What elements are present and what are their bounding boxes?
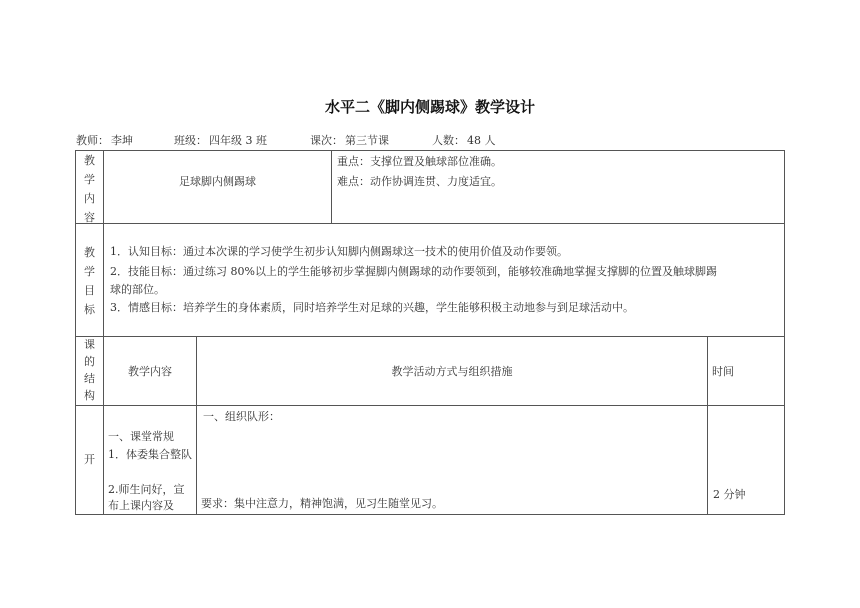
label-char: 教: [84, 246, 95, 259]
section-label-goals: [76, 243, 103, 319]
lesson-value: 第三节课: [345, 134, 389, 147]
lesson-label: 课次：: [310, 134, 343, 147]
teacher-info: [76, 132, 133, 148]
difficulty: 难点：动作协调连贯、力度适宜。: [337, 175, 502, 188]
header-activity: 教学活动方式与组织措施: [391, 365, 513, 378]
teacher-value: 李坤: [111, 134, 133, 147]
class-info: [174, 132, 267, 148]
requirement: 要求：集中注意力，精神饱满，见习生随堂见习。: [201, 497, 443, 510]
class-value: 四年级 3 班: [209, 134, 267, 147]
label-char: 结: [84, 372, 95, 385]
page-title: 水平二《脚内侧踢球》教学设计: [324, 98, 535, 116]
grid-line: [75, 223, 785, 224]
grid-line: [707, 336, 708, 515]
content-topic: 足球脚内侧踢球: [179, 175, 256, 188]
label-char: 的: [84, 355, 95, 368]
label-char: 学: [84, 265, 95, 278]
label-char: 容: [84, 211, 95, 224]
teacher-label: 教师：: [76, 134, 109, 147]
goal-2-cont: 球的部位。: [110, 283, 165, 296]
grid-line: [75, 405, 785, 406]
grid-line: [75, 150, 785, 151]
grid-line: [75, 336, 785, 337]
key-point: 重点：支撑位置及触球部位准确。: [337, 155, 502, 168]
grid-line: [103, 223, 104, 336]
section-label-start: 开: [84, 453, 95, 466]
count-label: 人数：: [432, 134, 465, 147]
count-value: 48 人: [467, 134, 496, 147]
header-teaching-content: 教学内容: [128, 365, 172, 378]
header-time: 时间: [712, 365, 734, 378]
label-char: 学: [84, 173, 95, 186]
goal-3: 3．情感目标：培养学生的身体素质，同时培养学生对足球的兴趣，学生能够积极主动地参与到足球活动中。: [110, 301, 634, 314]
section-label-structure: [76, 336, 103, 404]
grid-line: [784, 150, 785, 515]
grid-line: [331, 150, 332, 223]
routine-item-2: 2.师生问好，宣布上课内容及: [108, 483, 185, 512]
label-char: 标: [84, 303, 95, 316]
goal-1: 1．认知目标：通过本次课的学习使学生初步认知脚内侧踢球这一技术的使用价值及动作要领。: [110, 245, 568, 258]
label-char: 课: [84, 338, 95, 351]
count-info: [432, 132, 496, 148]
routine-item-1: 1．体委集合整队: [108, 448, 192, 461]
label-char: 目: [84, 284, 95, 297]
goal-2: 2．技能目标：通过练习 80%以上的学生能够初步掌握脚内侧踢球的动作要领到，能够较准确地掌握支撑脚的位置及触球脚踢: [110, 265, 717, 278]
formation-title: 一、组织队形：: [203, 410, 280, 423]
label-char: 教: [84, 154, 95, 167]
class-label: 班级：: [174, 134, 207, 147]
section-label-content: [76, 151, 103, 227]
label-char: 内: [84, 192, 95, 205]
lesson-info: [310, 132, 389, 148]
label-char: 构: [84, 389, 95, 402]
routine-title: 一、课堂常规: [108, 430, 174, 443]
duration: 2 分钟: [713, 488, 746, 501]
grid-line: [75, 514, 785, 515]
